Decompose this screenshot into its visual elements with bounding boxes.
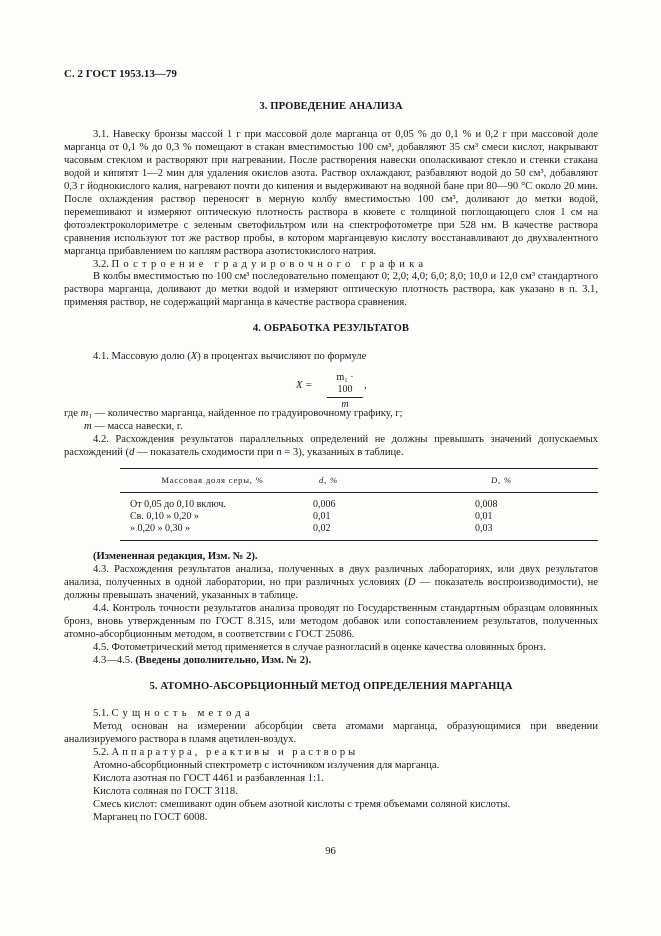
table-header-D: D, % (467, 468, 598, 492)
formula-fraction (327, 372, 363, 412)
page-number: 96 (325, 846, 336, 857)
paragraph-3-1: 3.1. Навеску бронзы массой 1 г при массовой доле марганца от 0,05 % до 0,1 % и 0,2 г при массовой доле марганца от 0,1 % до 0,3 % помещают в стакан вместимостью 100 см³, добавляют 35 см³ смеси кислот, накрывают часовым стеклом и растворяют при нагревании. После растворения навески ополаскивают стекло и стенки стакана водой и кипятят 1—2 мин для удаления окислов азота. Раствор охлаждают, разбавляют водой до 50 см³, добавляют 0,3 г йоднокислого калия, нагревают почти до кипения и выдерживают на водяной бане при 80—90 °С около 20 мин. После охлаждения раствор переносят в мерную колбу вместимостью 100 см³, доливают до метки водой, перемешивают и измеряют оптическую плотность раствора в кювете с толщиной поглощающего слоя 1 см на фотоэлектроколориметре с зеленым светофильтром или на спектрофотометре при 528 нм. В качестве раствора сравнения используют тот же раствор пробы, в котором марганцевую кислоту восстанавливают до двухвалентного марганца прибавлением по каплям раствора азотистокислого натрия. (64, 129, 598, 257)
section-4-title: 4. ОБРАБОТКА РЕЗУЛЬТАТОВ (252, 323, 410, 335)
list-item: Кислота соляная по ГОСТ 3118. (93, 786, 238, 797)
paragraph-4-1: 4.1. Массовую долю (X) в процентах вычисляют по формуле (93, 351, 367, 363)
table-row: » 0,20 » 0,30 » 0,02 0,03 (120, 523, 598, 541)
formula-numerator: m₁ · 100 (327, 372, 363, 398)
document-page (64, 68, 598, 825)
p51-title: Сущность метода (111, 708, 254, 720)
section-5-title: 5. АТОМНО-АБСОРБЦИОННЫЙ МЕТОД ОПРЕДЕЛЕНИЯ МАРГАНЦА (149, 680, 513, 692)
table-header-d: d, % (305, 468, 467, 492)
running-header: С. 2 ГОСТ 1953.13—79 (64, 68, 177, 80)
list-item: Атомно-абсорбционный спектрометр с источником излучения для марганца. (93, 760, 440, 772)
tolerance-table (120, 468, 598, 541)
list-item: Марганец по ГОСТ 6008. (93, 811, 208, 823)
list-item: Кислота азотная по ГОСТ 4461 и разбавленная 1:1. (93, 773, 324, 785)
where-m: m — масса навески, г. (84, 421, 183, 432)
formula-lhs: X = (296, 380, 313, 392)
var-x: X (190, 351, 198, 363)
paragraph-4-2: 4.2. Расхождения результатов параллельных определений не должны превышать значений допускаемых расхождений (d — показатель сходимости при n = 3), указанных в таблице. (64, 433, 598, 458)
paragraph-3-2-heading (64, 259, 598, 272)
formula-denominator: m (341, 399, 349, 411)
paragraph-4-4: 4.4. Контроль точности результатов анализа проводят по Государственным стандартным образцам оловянных бронз, вновь утвержденным по ГОСТ 8.315, или методом добавок или сопоставлением результатов, полученных атомно-абсорбционным методом, в соответствии с ГОСТ 25086. (64, 602, 598, 640)
paragraph-4-5: 4.5. Фотометрический метод применяется в случае разногласий в оценке качества оловянных бронз. (93, 641, 546, 653)
formula-comma: , (364, 380, 367, 392)
where-m1: где m₁ — количество марганца, найденное по градуировочному графику, г; (64, 408, 403, 420)
p52-title: Аппаратура, реактивы и растворы (111, 747, 359, 759)
p32-title: Построение градуировочного графика (111, 258, 428, 270)
paragraph-4-3-4-5: 4.3—4.5. (Введены дополнительно, Изм. № 2). (93, 654, 312, 666)
table-row: Св. 0,10 » 0,20 » 0,01 0,01 (130, 511, 493, 523)
table-row: От 0,05 до 0,10 включ. 0,006 0,008 (130, 499, 498, 511)
amendment-note: (Измененная редакция, Изм. № 2). (93, 551, 258, 563)
paragraph-5-1-heading: 5.1. Сущность метода (93, 708, 254, 720)
list-item: Смесь кислот: смешивают один объем азотной кислоты с тремя объемами соляной кислоты. (93, 798, 511, 810)
paragraph-4-3: 4.3. Расхождения результатов анализа, полученных в двух различных лабораториях, или двух результатов анализа, полученных в одной лаборатории, но при различных условиях (D — показатель воспроизводимости), не должны превышать значений, указанных в таблице. (64, 564, 598, 602)
p32-number: 3.2. (93, 258, 109, 270)
paragraph-5-2-heading: 5.2. Аппаратура, реактивы и растворы (93, 747, 359, 759)
section-3-title: 3. ПРОВЕДЕНИЕ АНАЛИЗА (259, 101, 403, 113)
paragraph-5-1: Метод основан на измерении абсорбции света атомами марганца, образующимися при введении анализируемого раствора в пламя ацетилен-воздух. (64, 721, 598, 746)
formula (64, 372, 598, 411)
table-header-mass-fraction: Массовая доля серы, % (120, 468, 305, 492)
paragraph-3-2: В колбы вместимостью по 100 см³ последовательно помещают 0; 2,0; 4,0; 6,0; 8,0; 10,0 и 12,0 см³ стандартного раствора марганца, доливают до метки водой и измеряют оптическую плотность раствора, как указано в п. 3.1, применяя раствор, не содержащий марганца в качестве раствора сравнения. (64, 271, 598, 309)
